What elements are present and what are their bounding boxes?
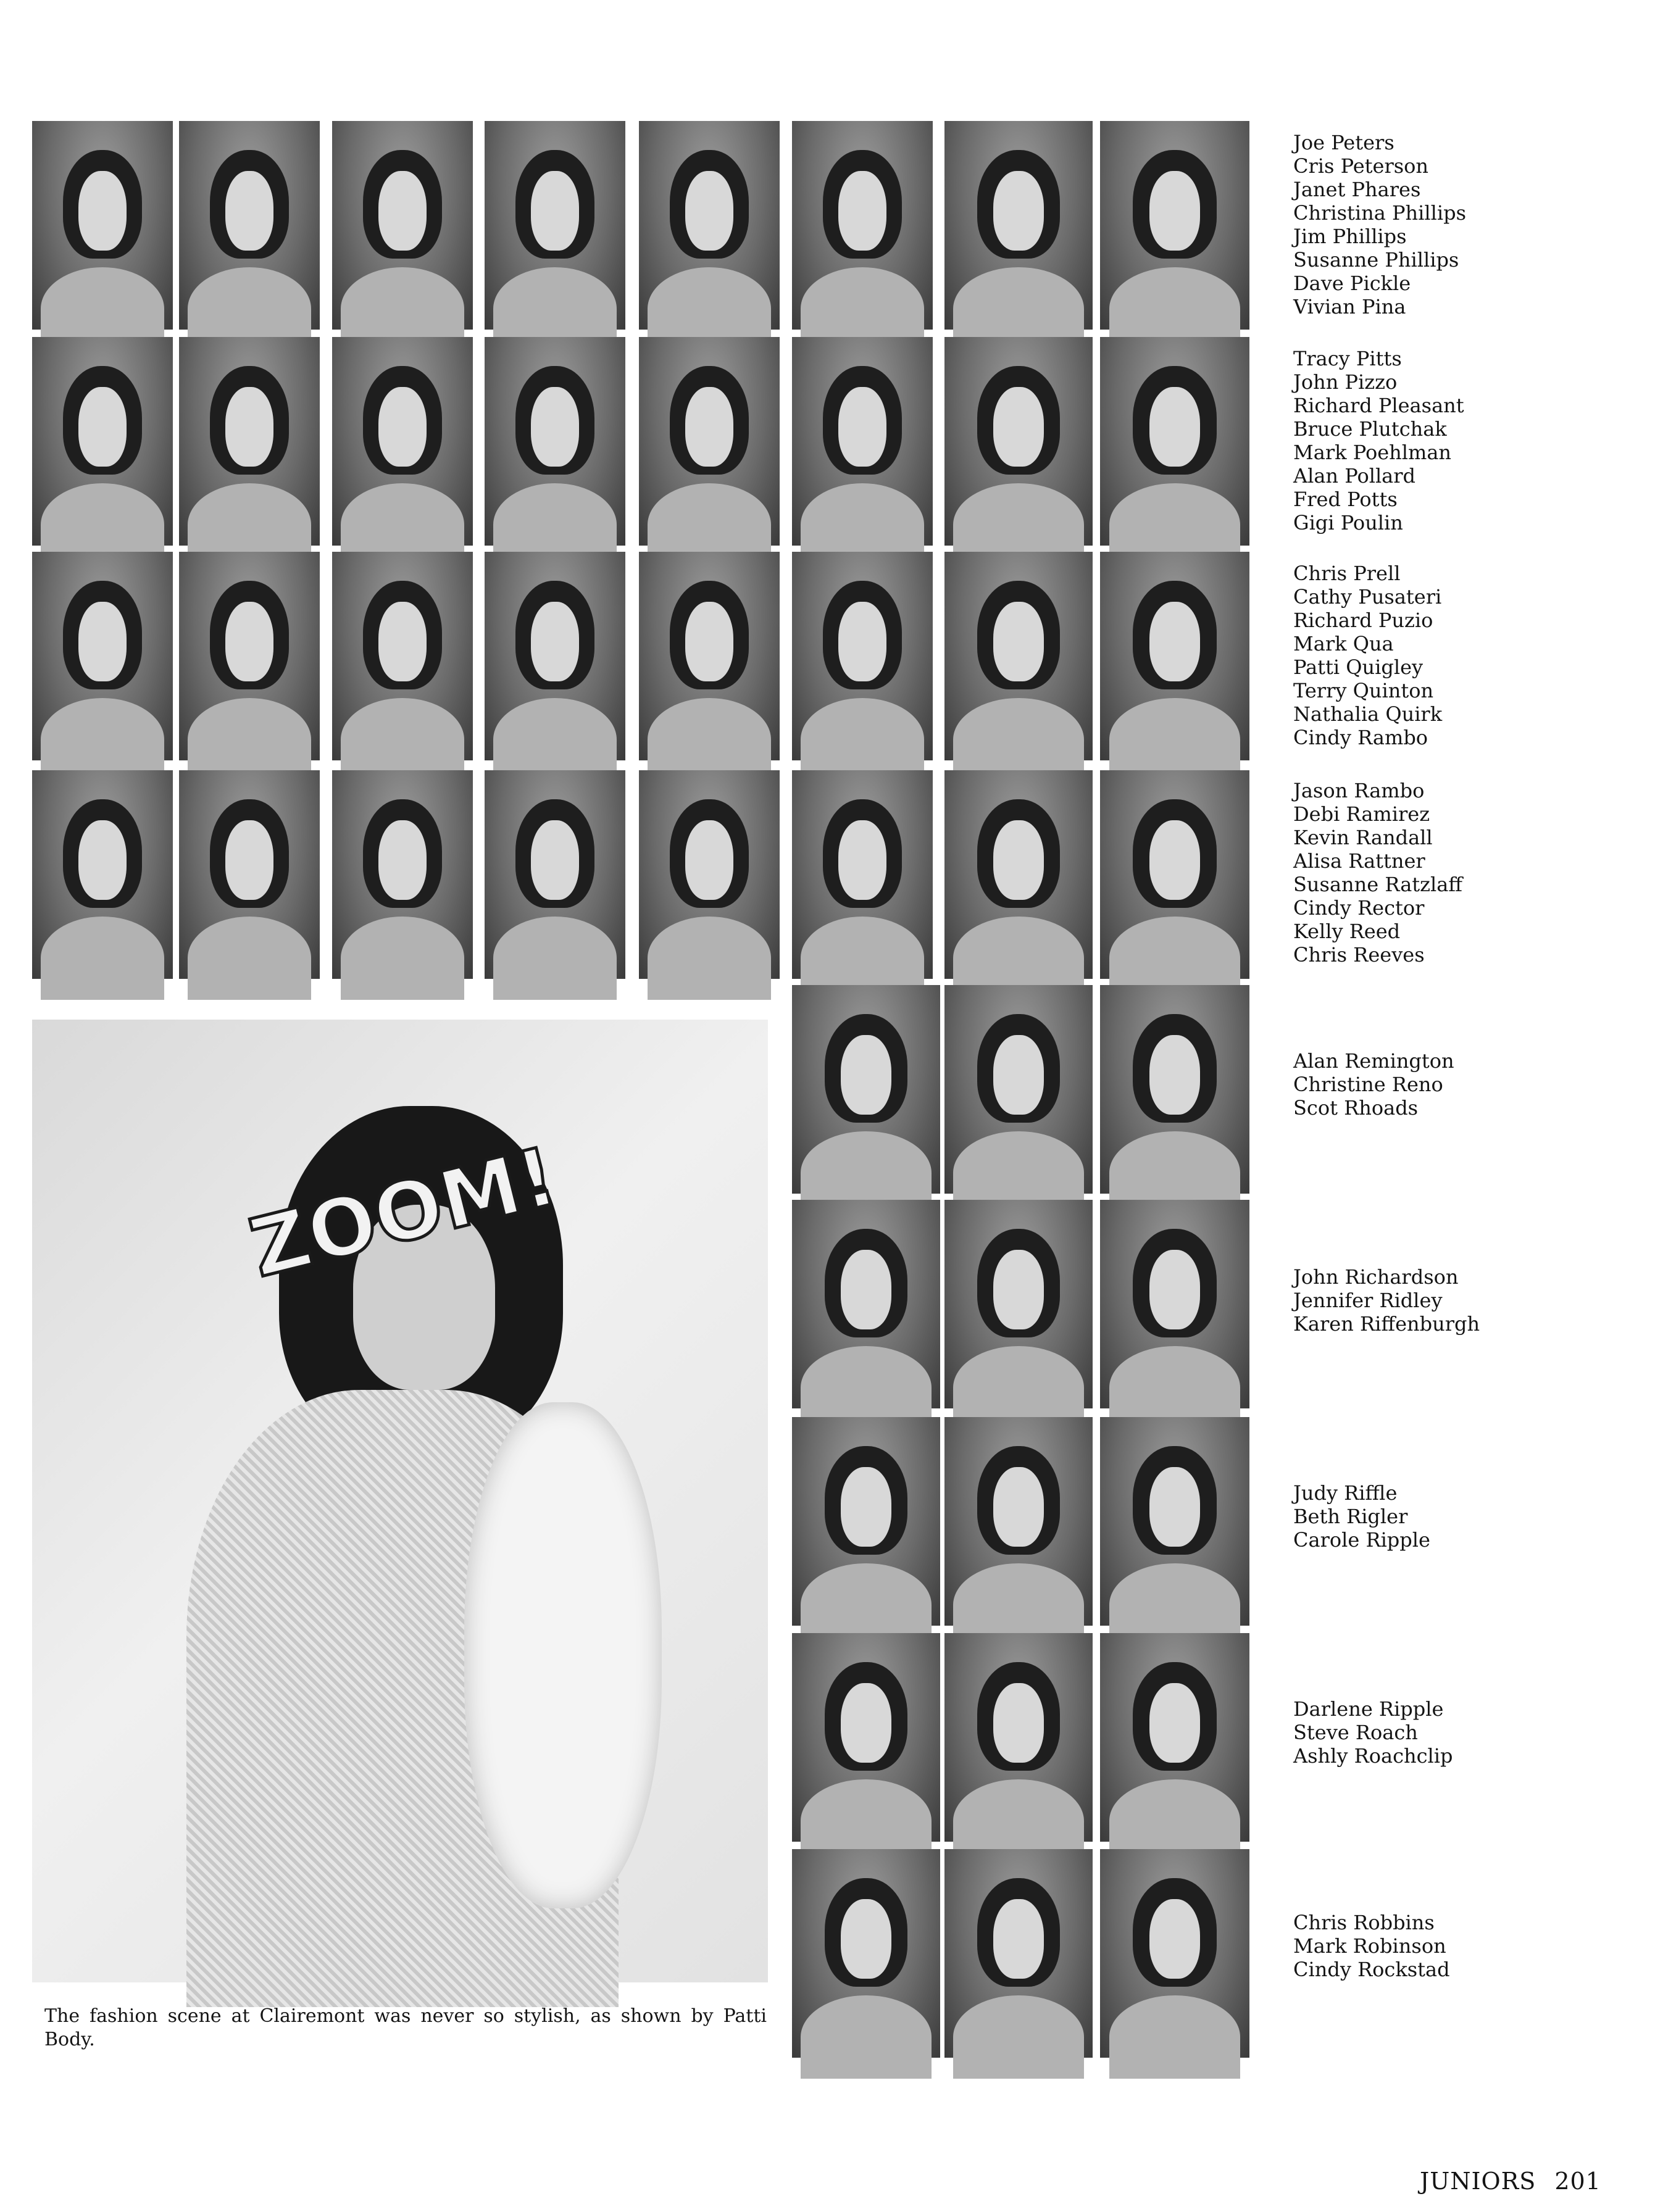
student-name: Susanne Ratzlaff [1293, 873, 1463, 896]
portrait-face [841, 1467, 891, 1546]
portrait-torso [648, 917, 772, 1000]
portrait-face [78, 171, 127, 250]
zoom-glasses-text: ZOOM! [241, 1129, 566, 1295]
student-name: Carole Ripple [1293, 1528, 1430, 1552]
student-name: Cindy Rockstad [1293, 1958, 1450, 1981]
student-name: Kelly Reed [1293, 920, 1401, 943]
student-portrait [944, 770, 1093, 979]
student-portrait [485, 552, 625, 760]
student-name: Mark Qua [1293, 632, 1394, 655]
student-portrait [1100, 1200, 1249, 1408]
page-footer [1420, 2168, 1601, 2195]
student-portrait [1100, 770, 1249, 979]
student-portrait [944, 1417, 1093, 1626]
student-portrait [792, 1417, 940, 1626]
feature-photo [32, 1020, 768, 1982]
portrait-face [531, 171, 579, 250]
section-title: JUNIORS [1420, 2168, 1536, 2195]
student-portrait [32, 770, 173, 979]
student-name: Scot Rhoads [1293, 1096, 1419, 1120]
student-name: John Richardson [1293, 1265, 1459, 1289]
portrait-face [838, 171, 886, 250]
portrait-face [1149, 387, 1200, 466]
student-portrait [792, 337, 933, 546]
student-portrait [1100, 1633, 1249, 1842]
student-name: Nathalia Quirk [1293, 702, 1443, 726]
portrait-face [1149, 1899, 1200, 1978]
student-portrait [1100, 985, 1249, 1194]
student-name: Cindy Rambo [1293, 726, 1428, 749]
portrait-face [78, 387, 127, 466]
student-name: Mark Poehlman [1293, 441, 1452, 464]
portrait-face [378, 171, 427, 250]
student-portrait [944, 985, 1093, 1194]
portrait-face [993, 1467, 1044, 1546]
student-name: Ashly Roachclip [1293, 1744, 1453, 1768]
student-portrait [485, 337, 625, 546]
student-portrait [179, 337, 320, 546]
student-name: Tracy Pitts [1293, 347, 1402, 370]
student-name: Patti Quigley [1293, 655, 1424, 679]
portrait-face [78, 820, 127, 899]
student-portrait [639, 770, 780, 979]
page-number: 201 [1554, 2168, 1601, 2195]
student-portrait [179, 770, 320, 979]
portrait-face [993, 1683, 1044, 1762]
portrait-face [225, 387, 273, 466]
name-list [1293, 1265, 1553, 1336]
portrait-face [378, 820, 427, 899]
student-name: Alan Remington [1293, 1049, 1454, 1073]
student-name: Chris Prell [1293, 562, 1401, 585]
portrait-torso [1109, 1995, 1241, 2079]
portrait-face [993, 171, 1044, 250]
feature-fur-stole [464, 1402, 662, 1908]
student-name: Fred Potts [1293, 488, 1398, 511]
student-name: Christine Reno [1293, 1073, 1443, 1096]
portrait-torso [41, 917, 165, 1000]
student-portrait [332, 121, 473, 330]
portrait-torso [953, 1995, 1083, 2079]
student-name: Janet Phares [1293, 178, 1421, 201]
student-portrait [179, 121, 320, 330]
portrait-face [378, 602, 427, 681]
portrait-face [993, 387, 1044, 466]
portrait-face [378, 387, 427, 466]
student-portrait [792, 121, 933, 330]
portrait-face [685, 602, 733, 681]
student-portrait [485, 770, 625, 979]
portrait-face [1149, 171, 1200, 250]
student-portrait [639, 337, 780, 546]
student-name: Chris Robbins [1293, 1911, 1435, 1934]
name-list [1293, 347, 1553, 534]
student-name: Bruce Plutchak [1293, 417, 1447, 441]
portrait-face [838, 602, 886, 681]
portrait-face [225, 820, 273, 899]
name-list [1293, 1481, 1553, 1552]
portrait-torso [188, 698, 312, 781]
student-name: Steve Roach [1293, 1721, 1418, 1744]
portrait-torso [801, 1995, 931, 2079]
student-name: Beth Rigler [1293, 1505, 1408, 1528]
student-name: Kevin Randall [1293, 826, 1433, 849]
student-name: Jim Phillips [1293, 225, 1407, 248]
student-portrait [1100, 121, 1249, 330]
student-name: Gigi Poulin [1293, 511, 1403, 534]
portrait-face [531, 602, 579, 681]
portrait-face [838, 387, 886, 466]
portrait-face [1149, 602, 1200, 681]
portrait-torso [1109, 698, 1241, 781]
portrait-face [1149, 820, 1200, 899]
student-name: Susanne Phillips [1293, 248, 1459, 272]
student-portrait [639, 121, 780, 330]
student-portrait [332, 337, 473, 546]
student-name: Cris Peterson [1293, 154, 1429, 178]
portrait-face [225, 171, 273, 250]
portrait-torso [341, 698, 465, 781]
portrait-face [838, 820, 886, 899]
student-portrait [944, 121, 1093, 330]
portrait-face [685, 820, 733, 899]
student-name: Vivian Pina [1293, 295, 1406, 318]
portrait-face [841, 1035, 891, 1114]
student-portrait [792, 1633, 940, 1842]
student-name: Jason Rambo [1293, 779, 1425, 802]
student-name: Cindy Rector [1293, 896, 1425, 920]
student-name: Chris Reeves [1293, 943, 1425, 967]
student-portrait [1100, 552, 1249, 760]
portrait-torso [648, 698, 772, 781]
portrait-face [531, 387, 579, 466]
name-list [1293, 1911, 1553, 1981]
portrait-face [841, 1899, 891, 1978]
student-name: Alan Pollard [1293, 464, 1416, 488]
student-portrait [944, 1200, 1093, 1408]
name-list [1293, 1697, 1553, 1768]
portrait-face [1149, 1467, 1200, 1546]
portrait-face [685, 171, 733, 250]
student-portrait [332, 770, 473, 979]
student-portrait [639, 552, 780, 760]
student-portrait [32, 337, 173, 546]
student-name: Debi Ramirez [1293, 802, 1430, 826]
portrait-face [993, 1035, 1044, 1114]
student-name: Terry Quinton [1293, 679, 1434, 702]
student-name: Christina Phillips [1293, 201, 1466, 225]
student-portrait [792, 770, 933, 979]
name-list [1293, 562, 1553, 749]
student-portrait [179, 552, 320, 760]
student-name: Cathy Pusateri [1293, 585, 1442, 609]
portrait-face [993, 820, 1044, 899]
portrait-torso [188, 917, 312, 1000]
portrait-torso [493, 698, 617, 781]
student-name: Alisa Rattner [1293, 849, 1425, 873]
portrait-face [841, 1683, 891, 1762]
portrait-face [993, 1899, 1044, 1978]
student-portrait [792, 1200, 940, 1408]
student-portrait [32, 552, 173, 760]
student-name: John Pizzo [1293, 370, 1398, 394]
portrait-torso [341, 917, 465, 1000]
student-portrait [485, 121, 625, 330]
student-portrait [944, 1633, 1093, 1842]
portrait-face [841, 1250, 891, 1329]
portrait-face [531, 820, 579, 899]
student-portrait [32, 121, 173, 330]
student-name: Judy Riffle [1293, 1481, 1398, 1505]
student-portrait [944, 337, 1093, 546]
student-portrait [792, 1849, 940, 2058]
portrait-face [685, 387, 733, 466]
name-list [1293, 779, 1553, 967]
student-portrait [792, 985, 940, 1194]
student-name: Richard Puzio [1293, 609, 1433, 632]
student-portrait [1100, 1417, 1249, 1626]
photo-caption: The fashion scene at Clairemont was never so stylish, as shown by Patti Body. [44, 2005, 767, 2050]
portrait-face [993, 602, 1044, 681]
portrait-face [1149, 1683, 1200, 1762]
student-name: Darlene Ripple [1293, 1697, 1444, 1721]
name-list [1293, 1049, 1553, 1120]
student-portrait [1100, 1849, 1249, 2058]
portrait-face [993, 1250, 1044, 1329]
student-portrait [1100, 337, 1249, 546]
portrait-torso [41, 698, 165, 781]
portrait-torso [801, 698, 925, 781]
student-portrait [944, 552, 1093, 760]
student-name: Mark Robinson [1293, 1934, 1446, 1958]
student-portrait [944, 1849, 1093, 2058]
portrait-torso [493, 917, 617, 1000]
student-name: Karen Riffenburgh [1293, 1312, 1480, 1336]
portrait-torso [953, 698, 1083, 781]
student-name: Jennifer Ridley [1293, 1289, 1443, 1312]
portrait-face [1149, 1250, 1200, 1329]
student-portrait [332, 552, 473, 760]
portrait-face [225, 602, 273, 681]
portrait-face [1149, 1035, 1200, 1114]
student-name: Joe Peters [1293, 131, 1394, 154]
name-list [1293, 131, 1553, 318]
student-name: Richard Pleasant [1293, 394, 1464, 417]
student-name: Dave Pickle [1293, 272, 1411, 295]
portrait-face [78, 602, 127, 681]
student-portrait [792, 552, 933, 760]
